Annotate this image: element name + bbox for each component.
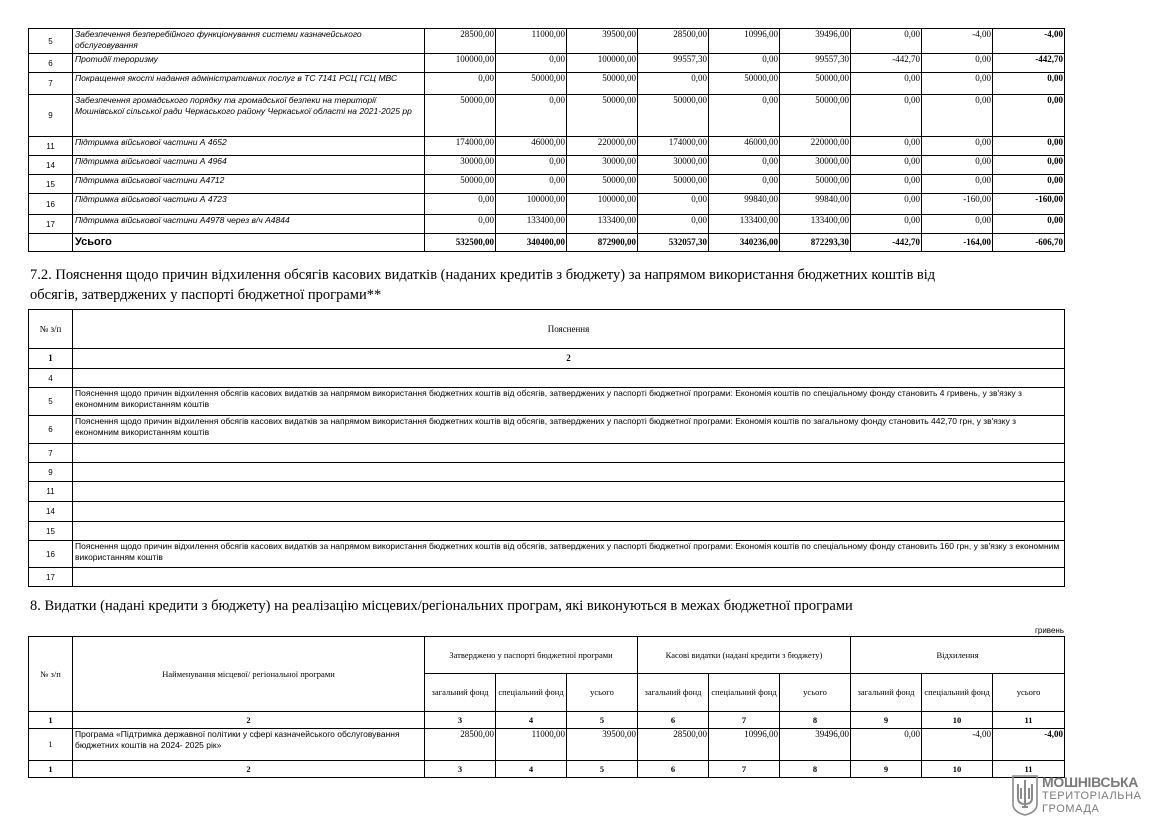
amount-cell: -4,00 [993,29,1065,54]
explanation-text: Пояснення щодо причин відхилення обсягів касових видатків за напрямом використання бюджетних коштів від обсягів, затверджених у паспорті бюджетної програми: Економія коштів по спеціальному фонду становить 160 грн, у зв'язку з економним використанням коштів [73,541,1065,568]
amount-cell: 11000,00 [496,729,567,761]
subheader-cell: усього [993,674,1065,712]
amount-cell: 50000,00 [496,73,567,95]
explanation-text [73,444,1065,463]
total-amount-cell: 340400,00 [496,234,567,252]
table-row [29,541,1065,568]
amount-cell: 0,00 [425,194,496,215]
subheader-cell: спеціальний фонд [709,674,780,712]
explanation-text: Пояснення щодо причин відхилення обсягів касових видатків за напрямом використання бюджетних коштів від обсягів, затверджених у паспорті бюджетної програми: Економія коштів по загальному фонду становить 442,70 грн, у зв'язку з економним використанням коштів [73,416,1065,444]
column-number: 4 [496,712,567,729]
table-row [29,175,1065,194]
row-number: 7 [29,73,73,95]
column-number: 6 [638,761,709,778]
amount-cell: 0,00 [922,175,993,194]
table-row [29,463,1065,482]
column-number: 6 [638,712,709,729]
table-row [29,522,1065,541]
amount-cell: 99557,30 [780,54,851,73]
amount-cell: 0,00 [851,729,922,761]
amount-cell: 39500,00 [567,29,638,54]
total-amount-cell: 340236,00 [709,234,780,252]
amount-cell: 133400,00 [496,215,567,234]
total-amount-cell: 532057,30 [638,234,709,252]
amount-cell: 0,00 [709,54,780,73]
amount-cell: 10996,00 [709,729,780,761]
program-name: Підтримка військової частини А 4652 [73,137,425,156]
subheader-cell: загальний фонд [425,674,496,712]
amount-cell: 28500,00 [638,29,709,54]
amount-cell: 50000,00 [780,73,851,95]
table-row [29,369,1065,388]
table-row [29,156,1065,175]
amount-cell: 50000,00 [780,175,851,194]
currency-label: гривень [1034,626,1064,635]
amount-cell: 0,00 [851,175,922,194]
amount-cell: 99840,00 [780,194,851,215]
column-number: 10 [922,761,993,778]
column-number: 2 [73,712,425,729]
subheader-cell: усього [567,674,638,712]
amount-cell: 99840,00 [709,194,780,215]
row-number: 15 [29,175,73,194]
amount-cell: -160,00 [993,194,1065,215]
subheader-cell: усього [780,674,851,712]
amount-cell: 50000,00 [780,95,851,137]
amount-cell: 46000,00 [709,137,780,156]
amount-cell: 100000,00 [567,194,638,215]
amount-cell: 0,00 [496,175,567,194]
column-number: 3 [425,761,496,778]
row-number: 9 [29,95,73,137]
amount-cell: 0,00 [638,215,709,234]
amount-cell: 10996,00 [709,29,780,54]
amount-cell: 220000,00 [780,137,851,156]
total-amount-cell: -164,00 [922,234,993,252]
amount-cell: 0,00 [922,215,993,234]
amount-cell: 0,00 [922,73,993,95]
amount-cell: 0,00 [851,29,922,54]
column-number: 4 [496,761,567,778]
explanation-text [73,463,1065,482]
amount-cell: 0,00 [922,137,993,156]
amount-cell: -4,00 [922,29,993,54]
col-program-name-header: Найменування місцевої/ регіональної програми [73,637,425,712]
column-number: 3 [425,712,496,729]
total-amount-cell: 872293,30 [780,234,851,252]
amount-cell: 0,00 [851,137,922,156]
column-number: 8 [780,761,851,778]
column-number: 11 [993,712,1065,729]
programs-table [28,28,1065,252]
row-number [29,234,73,252]
amount-cell: 0,00 [851,215,922,234]
amount-cell: 0,00 [922,95,993,137]
program-name: Забезпечення безперебійного функціонування системи казначейського обслуговування [73,29,425,54]
explanation-text [73,502,1065,522]
row-number: 4 [29,369,73,388]
table-row [29,568,1065,587]
table-row [29,729,1065,761]
col-no-header: № з/п [29,637,73,712]
amount-cell: 0,00 [709,175,780,194]
table-row [29,482,1065,502]
explanation-text [73,482,1065,502]
program-name: Підтримка військової частини А 4723 [73,194,425,215]
explanation-text [73,369,1065,388]
table-row [29,137,1065,156]
amount-cell: -442,70 [993,54,1065,73]
amount-cell: 133400,00 [780,215,851,234]
row-number: 17 [29,568,73,587]
amount-cell: 0,00 [993,175,1065,194]
explanation-text [73,568,1065,587]
amount-cell: 0,00 [993,137,1065,156]
amount-cell: 0,00 [851,194,922,215]
explanations-table [28,309,1065,587]
amount-cell: 174000,00 [638,137,709,156]
column-number: 7 [709,712,780,729]
table-header-row [29,310,1065,349]
amount-cell: 46000,00 [496,137,567,156]
amount-cell: 0,00 [638,194,709,215]
amount-cell: 0,00 [993,73,1065,95]
program-name: Протидії тероризму [73,54,425,73]
table-row [29,194,1065,215]
approved-group-header: Затверджено у паспорті бюджетної програми [425,637,638,674]
row-number: 5 [29,388,73,416]
table-row [29,416,1065,444]
amount-cell: 50000,00 [425,175,496,194]
amount-cell: 50000,00 [567,73,638,95]
amount-cell: 0,00 [425,215,496,234]
amount-cell: 50000,00 [567,175,638,194]
row-number: 17 [29,215,73,234]
row-number: 9 [29,463,73,482]
column-number: 11 [993,761,1065,778]
row-number: 11 [29,482,73,502]
table-header-row [29,637,1065,674]
amount-cell: 0,00 [993,95,1065,137]
table-row [29,215,1065,234]
regional-programs-table [28,636,1065,778]
col-no-header: № з/п [29,310,73,349]
table-row [29,54,1065,73]
table-row [29,444,1065,463]
row-number: 14 [29,502,73,522]
amount-cell: -4,00 [993,729,1065,761]
amount-cell: 133400,00 [709,215,780,234]
subheader-cell: спеціальний фонд [922,674,993,712]
column-number: 7 [709,761,780,778]
amount-cell: 0,00 [851,73,922,95]
amount-cell: 30000,00 [425,156,496,175]
row-number: 1 [29,729,73,761]
column-number: 1 [29,712,73,729]
row-number: 7 [29,444,73,463]
row-number: 16 [29,194,73,215]
amount-cell: 39496,00 [780,29,851,54]
amount-cell: 0,00 [993,215,1065,234]
subheader-cell: спеціальний фонд [496,674,567,712]
amount-cell: -4,00 [922,729,993,761]
column-number: 9 [851,761,922,778]
amount-cell: 28500,00 [425,29,496,54]
amount-cell: 50000,00 [567,95,638,137]
subheader-cell: загальний фонд [851,674,922,712]
amount-cell: 0,00 [709,156,780,175]
amount-cell: 28500,00 [425,729,496,761]
amount-cell: -442,70 [851,54,922,73]
trident-emblem-icon [1012,774,1038,816]
amount-cell: 50000,00 [425,95,496,137]
amount-cell: 0,00 [851,95,922,137]
amount-cell: 30000,00 [780,156,851,175]
row-number: 5 [29,29,73,54]
explanation-text [73,522,1065,541]
program-name: Забезпечення громадського порядку та громадської безпеки на території Мошнівської сільської ради Черкаського району Черкаської області на 2021-2025 рр [73,95,425,137]
total-amount-cell: -606,70 [993,234,1065,252]
section-7-2-heading: 7.2. Пояснення щодо причин відхилення обсягів касових видатків (наданих кредитів з бюджету) за напрямом використання бюджетних коштів від обсягів, затверджених у паспорті бюджетної програми** [30,267,936,303]
column-number: 5 [567,761,638,778]
amount-cell: 99557,30 [638,54,709,73]
table-number-row: 1 2 [29,349,1065,369]
table-row [29,95,1065,137]
table-number-row [29,761,1065,778]
table-number-row [29,712,1065,729]
column-number: 1 [29,761,73,778]
amount-cell: 50000,00 [638,175,709,194]
table-row [29,502,1065,522]
amount-cell: 0,00 [496,54,567,73]
program-name: Програма «Підтримка державної політики у сфері казначейського обслуговування бюджетних коштів на 2024- 2025 рік» [73,729,425,761]
column-number: 10 [922,712,993,729]
amount-cell: 0,00 [922,54,993,73]
amount-cell: 28500,00 [638,729,709,761]
community-logo: МОШНІВСЬКА ТЕРИТОРІАЛЬНА ГРОМАДА [1012,774,1162,818]
amount-cell: 100000,00 [496,194,567,215]
amount-cell: 0,00 [425,73,496,95]
deviation-group-header: Відхилення [851,637,1065,674]
column-number: 9 [851,712,922,729]
amount-cell: 0,00 [993,156,1065,175]
program-name: Підтримка військової частини А4978 через в/ч А4844 [73,215,425,234]
section-8-heading: 8. Видатки (надані кредити з бюджету) на реалізацію місцевих/регіональних програм, які виконуються в межах бюджетної програми [30,598,853,614]
program-name: Підтримка військової частини А 4964 [73,156,425,175]
amount-cell: 133400,00 [567,215,638,234]
explanation-text: Пояснення щодо причин відхилення обсягів касових видатків за напрямом використання бюджетних коштів від обсягів, затверджених у паспорті бюджетної програми: Економія коштів по спеціальному фонду становить 4 гривень, у зв'язку з економним використанням коштів [73,388,1065,416]
amount-cell: 39496,00 [780,729,851,761]
amount-cell: 11000,00 [496,29,567,54]
subheader-cell: загальний фонд [638,674,709,712]
amount-cell: 174000,00 [425,137,496,156]
amount-cell: 0,00 [496,95,567,137]
total-amount-cell: -442,70 [851,234,922,252]
row-number: 16 [29,541,73,568]
column-number: 5 [567,712,638,729]
total-amount-cell: 872900,00 [567,234,638,252]
amount-cell: 220000,00 [567,137,638,156]
total-row [29,234,1065,252]
table-row [29,29,1065,54]
row-number: 6 [29,416,73,444]
row-number: 14 [29,156,73,175]
column-number: 2 [73,761,425,778]
col-explanation-header: Пояснення [73,310,1065,349]
amount-cell: -160,00 [922,194,993,215]
amount-cell: 30000,00 [638,156,709,175]
amount-cell: 0,00 [709,95,780,137]
amount-cell: 100000,00 [425,54,496,73]
table-row [29,388,1065,416]
total-label: Усього [73,234,425,252]
column-number: 8 [780,712,851,729]
program-name: Покращення якості надання адміністративних послуг в ТС 7141 РСЦ ГСЦ МВС [73,73,425,95]
amount-cell: 0,00 [496,156,567,175]
amount-cell: 0,00 [851,156,922,175]
row-number: 11 [29,137,73,156]
amount-cell: 39500,00 [567,729,638,761]
total-amount-cell: 532500,00 [425,234,496,252]
table-row [29,73,1065,95]
cash-expenses-group-header: Касові видатки (надані кредити з бюджету) [638,637,851,674]
program-name: Підтримка військової частини А4712 [73,175,425,194]
amount-cell: 0,00 [638,73,709,95]
amount-cell: 0,00 [922,156,993,175]
amount-cell: 50000,00 [709,73,780,95]
row-number: 6 [29,54,73,73]
amount-cell: 30000,00 [567,156,638,175]
amount-cell: 100000,00 [567,54,638,73]
amount-cell: 50000,00 [638,95,709,137]
row-number: 15 [29,522,73,541]
